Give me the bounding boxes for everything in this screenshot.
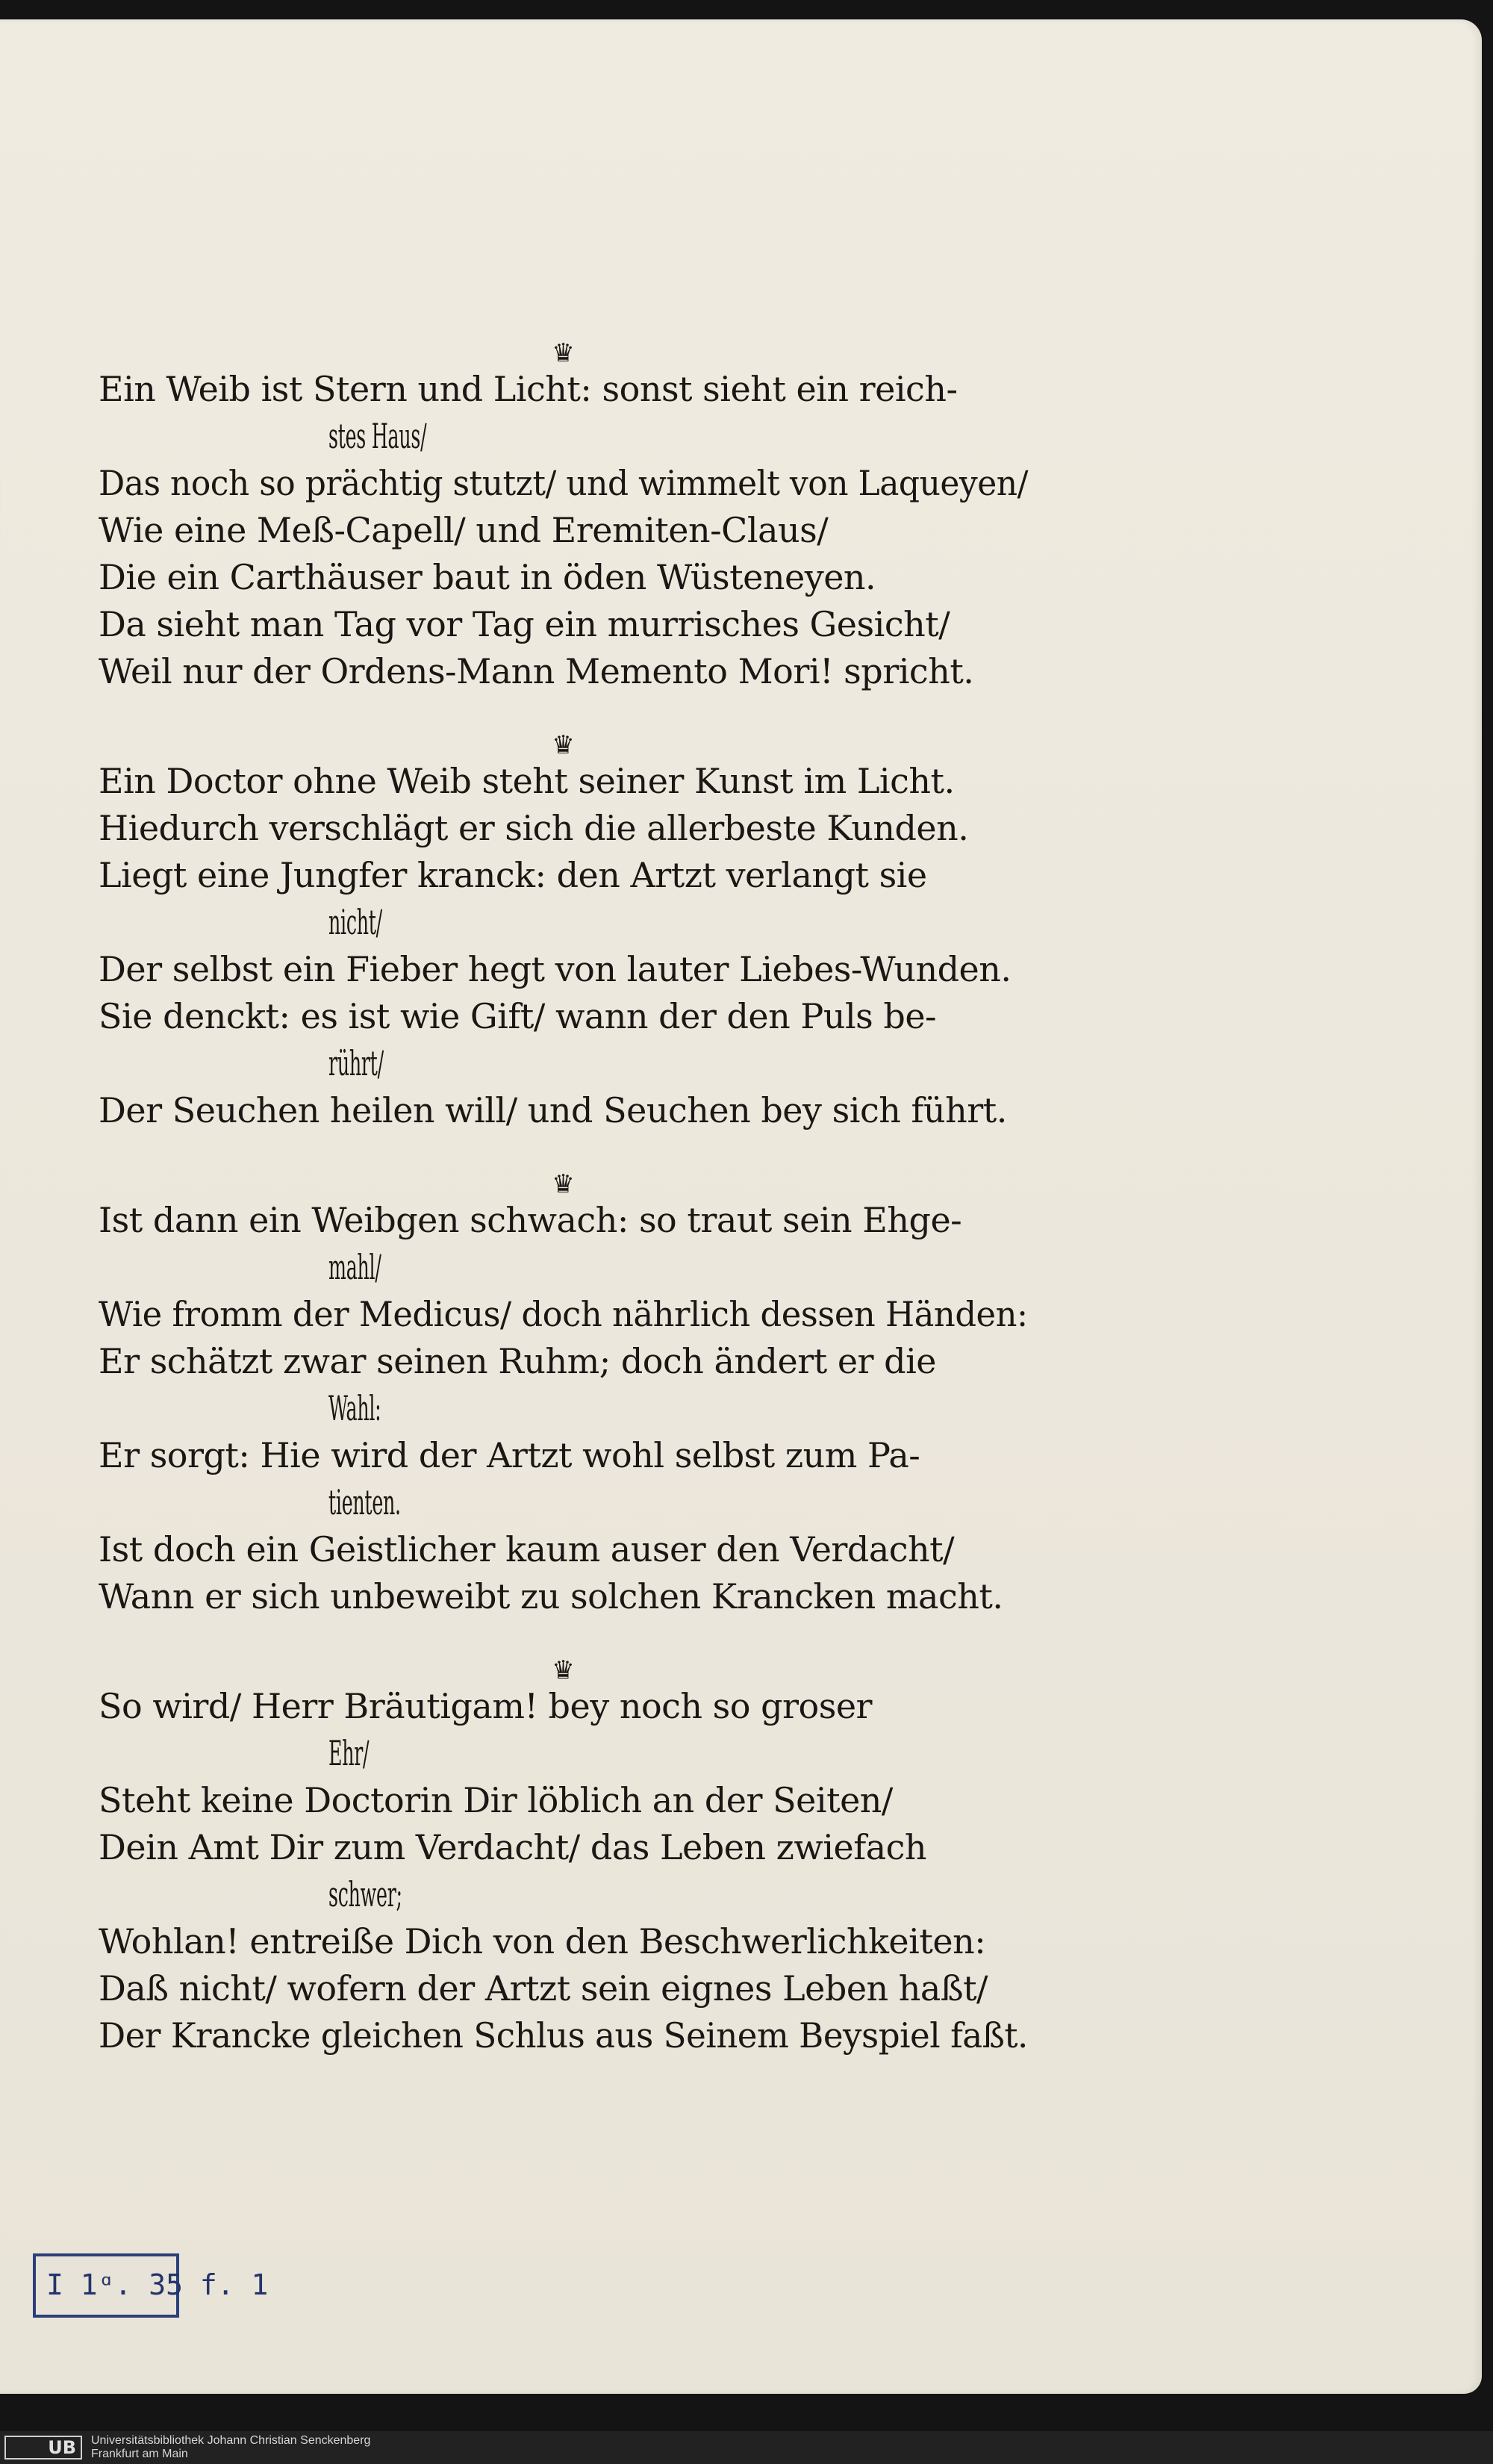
poem-line: schwer; <box>328 1874 402 1914</box>
poem-line: Dein Amt Dir zum Verdacht/ das Leben zwiefach <box>99 1827 927 1867</box>
poem-line: Ist doch ein Geistlicher kaum auser den Verdacht/ <box>99 1529 955 1569</box>
poem-line: Wohlan! entreiße Dich von den Beschwerlichkeiten: <box>99 1921 986 1961</box>
crown-ornament-icon: ♛ <box>552 338 575 368</box>
footer-line-2: Frankfurt am Main <box>91 2448 188 2460</box>
crown-ornament-icon: ♛ <box>552 1169 575 1199</box>
shelfmark-text: I 1ᵅ. 35 f. 1 <box>46 2268 269 2301</box>
poem-line: Daß nicht/ wofern der Artzt sein eignes Leben haßt/ <box>99 1968 988 2009</box>
stanza <box>99 732 1028 1134</box>
poem-line: Steht keine Doctorin Dir löblich an der Seiten/ <box>99 1780 893 1820</box>
poem-line: Er schätzt zwar seinen Ruhm; doch ändert er die <box>99 1341 937 1381</box>
crown-ornament-icon: ♛ <box>552 730 575 760</box>
poem-line: Hiedurch verschlägt er sich die allerbeste Kunden. <box>99 808 969 848</box>
poem-line: Ein Weib ist Stern und Licht: sonst sieht ein reich- <box>99 369 958 409</box>
shelfmark-label <box>33 2253 269 2318</box>
stanza <box>99 1655 1028 2059</box>
poem-line: tienten. <box>328 1482 401 1522</box>
crown-ornament-icon: ♛ <box>552 1655 575 1685</box>
poem-line: Das noch so prächtig stutzt/ und wimmelt von Laqueyen/ <box>99 463 1028 503</box>
poem-line: Der Krancke gleichen Schlus aus Seinem Beyspiel faßt. <box>99 2015 1028 2056</box>
poem-line: Sie denckt: es ist wie Gift/ wann der den Puls be- <box>99 996 937 1036</box>
poem-line: stes Haus/ <box>328 416 427 456</box>
document-page <box>0 19 1482 2394</box>
poem-line: Wann er sich unbeweibt zu solchen Krancken macht. <box>99 1576 1003 1617</box>
poem-line: rührt/ <box>328 1043 384 1083</box>
poem-line: So wird/ Herr Bräutigam! bey noch so groser <box>99 1686 873 1726</box>
poem-line: Er sorgt: Hie wird der Artzt wohl selbst zum Pa- <box>99 1435 920 1475</box>
stanza <box>99 1169 1028 1620</box>
poem-line: Wahl: <box>328 1388 381 1428</box>
poem-line: mahl/ <box>328 1247 381 1287</box>
poem-line: Wie fromm der Medicus/ doch nährlich dessen Händen: <box>99 1294 1028 1334</box>
poem-line: Der selbst ein Fieber hegt von lauter Liebes-Wunden. <box>99 949 1012 989</box>
poem-line: Liegt eine Jungfer kranck: den Artzt verlangt sie <box>99 855 927 895</box>
poem-line: Die ein Carthäuser baut in öden Wüsteneyen. <box>99 557 876 597</box>
poem-line: Da sieht man Tag vor Tag ein murrisches Gesicht/ <box>99 604 950 644</box>
footer-bar <box>0 2431 1493 2464</box>
poem-line: Wie eine Meß-Capell/ und Eremiten-Claus/ <box>99 510 829 550</box>
library-logo: UB <box>4 2436 82 2460</box>
poem-line: Ehr/ <box>328 1733 370 1773</box>
stanza <box>99 340 1028 695</box>
poem-line: Ist dann ein Weibgen schwach: so traut sein Ehge- <box>99 1200 962 1240</box>
poem-text <box>99 340 1028 2059</box>
footer-line-1: Universitätsbibliothek Johann Christian Senckenberg <box>91 2434 371 2447</box>
footer-credit <box>91 2434 370 2461</box>
poem-line: Weil nur der Ordens-Mann Memento Mori! spricht. <box>99 651 974 691</box>
poem-line: nicht/ <box>328 902 382 942</box>
poem-line: Der Seuchen heilen will/ und Seuchen bey sich führt. <box>99 1090 1007 1130</box>
poem-line: Ein Doctor ohne Weib steht seiner Kunst im Licht. <box>99 761 955 801</box>
